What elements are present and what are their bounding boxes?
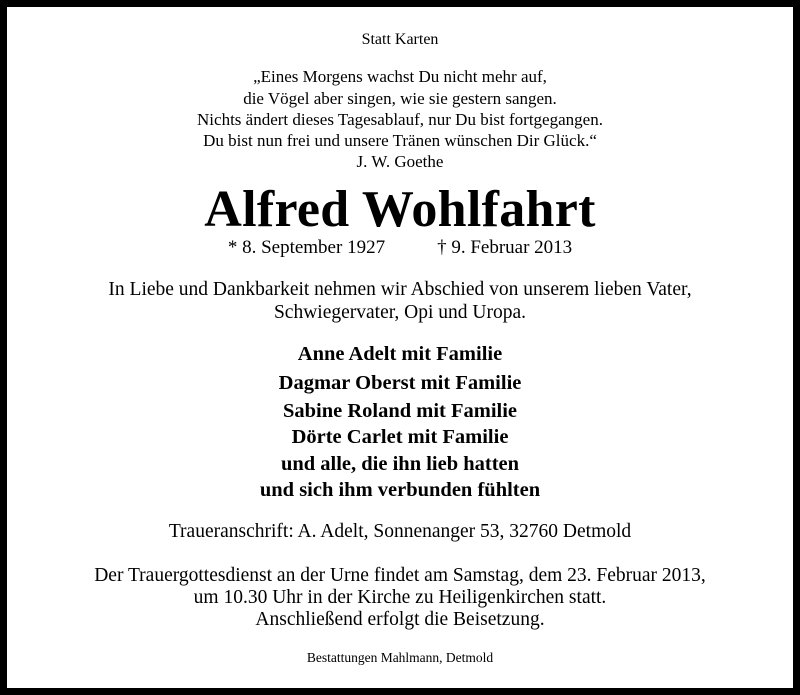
farewell-line-1: In Liebe und Dankbarkeit nehmen wir Abschied von unserem lieben Vater, [108, 279, 692, 300]
mourning-address: Traueranschrift: A. Adelt, Sonnenanger 53, 32760 Detmold [168, 521, 632, 542]
mourner-2: Dagmar Oberst mit Familie [278, 372, 522, 394]
quote-line-4: Du bist nun frei und unsere Tränen wünschen Dir Glück.“ [203, 131, 597, 150]
quote-line-3: Nichts ändert dieses Tagesablauf, nur Du bist fortgegangen. [197, 110, 603, 129]
mourner-5: und alle, die ihn lieb hatten [280, 453, 520, 475]
service-line-2: um 10.30 Uhr in der Kirche zu Heiligenkirchen statt. [193, 587, 607, 608]
service-line-1: Der Trauergottesdienst an der Urne findet am Samstag, dem 23. Februar 2013, [94, 565, 706, 586]
quote-line-1: „Eines Morgens wachst Du nicht mehr auf, [253, 67, 547, 86]
life-dates [0, 237, 800, 259]
mourner-4: Dörte Carlet mit Familie [291, 426, 509, 448]
birth-date: * 8. September 1927 [227, 237, 386, 258]
farewell-line-2: Schwiegervater, Opi und Uropa. [273, 302, 527, 323]
undertaker-credit: Bestattungen Mahlmann, Detmold [306, 650, 494, 665]
mourner-6: und sich ihm verbunden fühlten [259, 479, 541, 501]
mourner-1: Anne Adelt mit Familie [297, 343, 503, 365]
service-line-3: Anschließend erfolgt die Beisetzung. [255, 609, 545, 630]
quote-line-2: die Vögel aber singen, wie sie gestern sangen. [243, 89, 557, 108]
death-date: † 9. Februar 2013 [437, 237, 573, 258]
quote-author: J. W. Goethe [356, 152, 444, 171]
deceased-name: Alfred Wohlfahrt [204, 181, 596, 238]
statt-karten-label: Statt Karten [361, 31, 439, 48]
mourner-3: Sabine Roland mit Familie [282, 400, 518, 422]
